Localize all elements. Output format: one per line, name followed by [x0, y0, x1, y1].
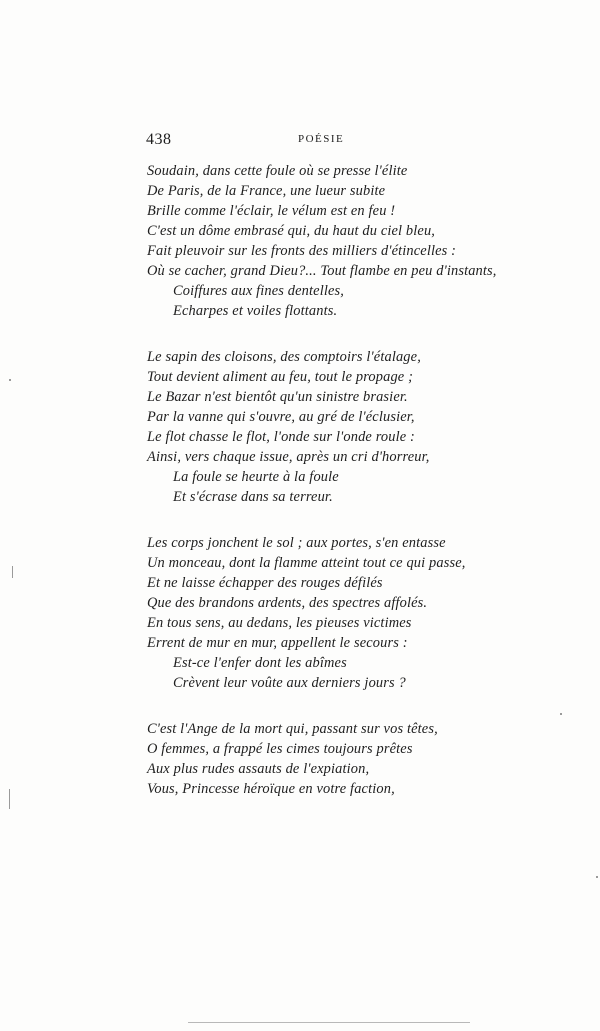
stanza: [147, 161, 567, 321]
verse-line: Ainsi, vers chaque issue, après un cri d'horreur,: [147, 449, 430, 465]
verse-line: Errent de mur en mur, appellent le secours :: [147, 635, 408, 651]
verse-line: Et s'écrase dans sa terreur.: [173, 489, 333, 505]
verse-line: Aux plus rudes assauts de l'expiation,: [147, 761, 370, 777]
scan-mark: [560, 713, 562, 715]
verse-line: C'est l'Ange de la mort qui, passant sur vos têtes,: [147, 721, 438, 737]
poem-body: [147, 161, 567, 825]
verse-line: Où se cacher, grand Dieu?... Tout flambe en peu d'instants,: [147, 263, 497, 279]
footer-rule: [188, 1022, 470, 1023]
running-title: POÉSIE: [298, 133, 345, 145]
verse-line: Un monceau, dont la flamme atteint tout ce qui passe,: [147, 555, 466, 571]
stanza: [147, 719, 567, 799]
verse-line: La foule se heurte à la foule: [173, 469, 339, 485]
verse-line: C'est un dôme embrasé qui, du haut du ciel bleu,: [147, 223, 436, 239]
page-number: 438: [146, 131, 172, 148]
verse-line: Brille comme l'éclair, le vélum est en feu !: [147, 203, 396, 219]
verse-line: O femmes, a frappé les cimes toujours prêtes: [147, 741, 413, 757]
verse-line: Et ne laisse échapper des rouges défilés: [147, 575, 383, 591]
scan-mark: [9, 789, 10, 809]
scan-mark: [12, 566, 13, 578]
verse-line: Que des brandons ardents, des spectres affolés.: [147, 595, 428, 611]
verse-line: Crèvent leur voûte aux derniers jours ?: [173, 675, 406, 691]
verse-line: Le sapin des cloisons, des comptoirs l'étalage,: [147, 349, 421, 365]
verse-line: Le flot chasse le flot, l'onde sur l'onde roule :: [147, 429, 415, 445]
verse-line: Vous, Princesse héroïque en votre faction,: [147, 781, 395, 797]
verse-line: Coiffures aux fines dentelles,: [173, 283, 345, 299]
verse-line: Est-ce l'enfer dont les abîmes: [173, 655, 347, 671]
verse-line: En tous sens, au dedans, les pieuses victimes: [147, 615, 412, 631]
verse-line: Par la vanne qui s'ouvre, au gré de l'éclusier,: [147, 409, 415, 425]
stanza: [147, 347, 567, 507]
scan-mark: [596, 876, 598, 878]
verse-line: Le Bazar n'est bientôt qu'un sinistre brasier.: [147, 389, 408, 405]
page-header: [0, 131, 600, 151]
verse-line: Soudain, dans cette foule où se presse l'élite: [147, 163, 408, 179]
stanza: [147, 533, 567, 693]
verse-line: Echarpes et voiles flottants.: [173, 303, 338, 319]
verse-line: De Paris, de la France, une lueur subite: [147, 183, 386, 199]
verse-line: Fait pleuvoir sur les fronts des milliers d'étincelles :: [147, 243, 457, 259]
verse-line: Les corps jonchent le sol ; aux portes, s'en entasse: [147, 535, 446, 551]
scan-mark: [9, 379, 11, 381]
verse-line: Tout devient aliment au feu, tout le propage ;: [147, 369, 414, 385]
